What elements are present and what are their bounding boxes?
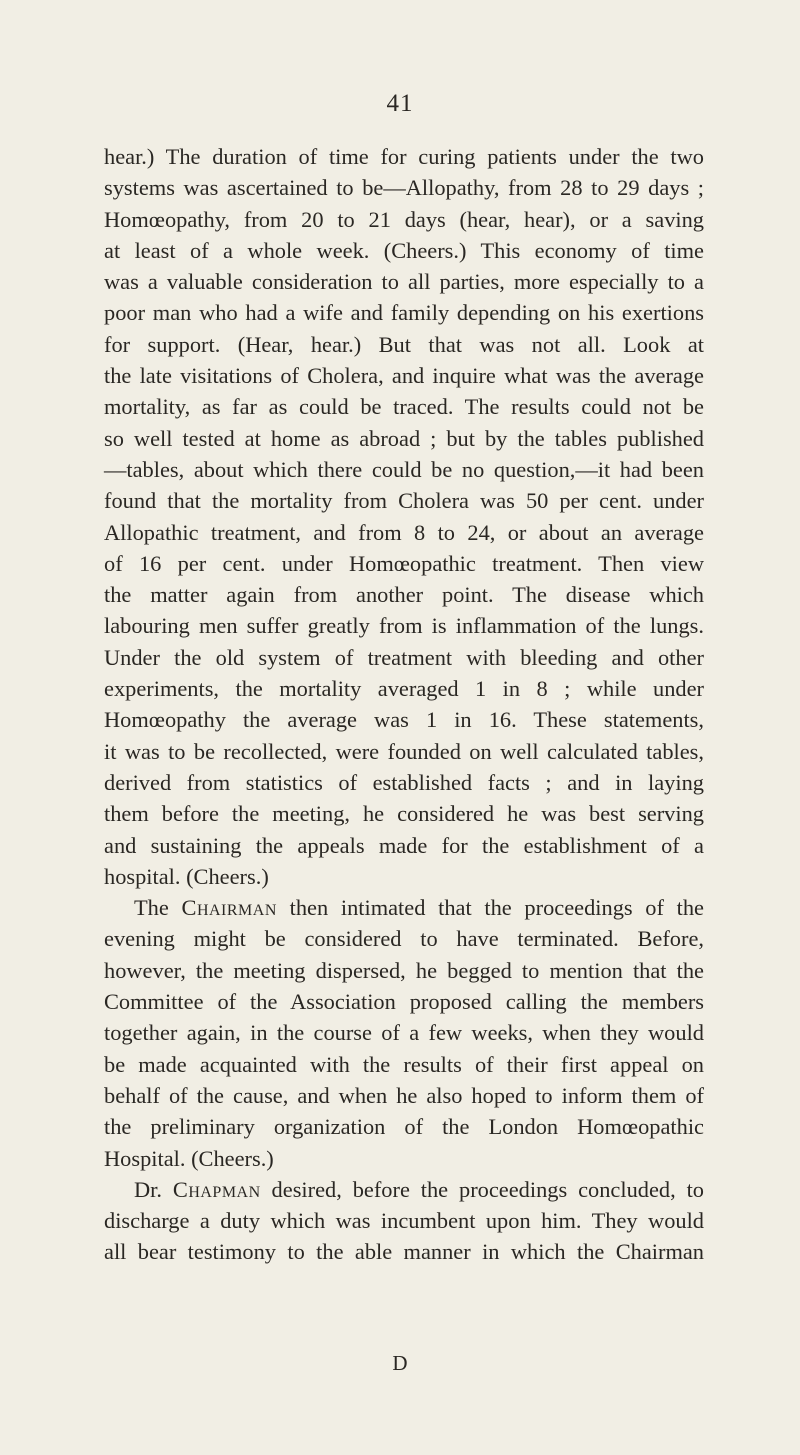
speaker-name: Chapman bbox=[172, 1176, 261, 1202]
line-rest: desired, before the proceedings concluded, to bbox=[260, 1176, 704, 1202]
text-line: Allopathic treatment, and from 8 to 24, or about an average bbox=[104, 519, 704, 545]
text-line: mortality, as far as could be traced. The results could not be bbox=[104, 394, 704, 420]
text-line: derived from statistics of established facts ; and in laying bbox=[104, 769, 704, 795]
text-line: Committee of the Association proposed calling the members bbox=[104, 989, 704, 1015]
text-line: evening might be considered to have terminated. Before, bbox=[104, 926, 704, 952]
text-line: all bear testimony to the able manner in which the Chairman bbox=[104, 1239, 704, 1265]
text-line: discharge a duty which was incumbent upon him. They would bbox=[104, 1208, 704, 1234]
text-line: Under the old system of treatment with bleeding and other bbox=[104, 644, 704, 670]
text-line: it was to be recollected, were founded on well calculated tables, bbox=[104, 738, 704, 764]
speaker-name: Chairman bbox=[181, 895, 277, 921]
text-line: and sustaining the appeals made for the establishment of a bbox=[104, 832, 704, 858]
line-lead: The bbox=[134, 895, 182, 921]
text-line: for support. (Hear, hear.) But that was not all. Look at bbox=[104, 331, 704, 357]
text-line: together again, in the course of a few weeks, when they would bbox=[104, 1020, 704, 1046]
text-line: the matter again from another point. The disease which bbox=[104, 582, 704, 608]
text-line: Homœopathy the average was 1 in 16. These statements, bbox=[104, 707, 704, 733]
text-line: found that the mortality from Cholera was 50 per cent. under bbox=[104, 488, 704, 514]
text-line: at least of a whole week. (Cheers.) This economy of time bbox=[104, 237, 704, 263]
paragraph-start-line bbox=[104, 1174, 704, 1205]
text-line: was a valuable consideration to all parties, more especially to a bbox=[104, 269, 704, 295]
text-line: them before the meeting, he considered he was best serving bbox=[104, 801, 704, 827]
signature-mark: D bbox=[392, 1351, 408, 1375]
text-line: Homœopathy, from 20 to 21 days (hear, hear), or a saving bbox=[104, 206, 704, 232]
paragraph-start-line bbox=[104, 892, 704, 923]
text-line: of 16 per cent. under Homœopathic treatment. Then view bbox=[104, 550, 704, 576]
line-lead: Dr. bbox=[134, 1176, 173, 1202]
text-line: the late visitations of Cholera, and inquire what was the average bbox=[104, 363, 704, 389]
text-line: be made acquainted with the results of their first appeal on bbox=[104, 1051, 704, 1077]
text-line: so well tested at home as abroad ; but by the tables published bbox=[104, 425, 704, 451]
page-number: 41 bbox=[386, 90, 414, 117]
text-line: systems was ascertained to be—Allopathy, from 28 to 29 days ; bbox=[104, 175, 704, 201]
line-rest: then intimated that the proceedings of the bbox=[276, 895, 704, 921]
text-line: the preliminary organization of the London Homœopathic bbox=[104, 1114, 704, 1140]
text-line: hear.) The duration of time for curing patients under the two bbox=[104, 144, 704, 169]
text-line: experiments, the mortality averaged 1 in 8 ; while under bbox=[104, 676, 704, 702]
text-line: poor man who had a wife and family depending on his exertions bbox=[104, 300, 704, 326]
text-line: —tables, about which there could be no question,—it had been bbox=[104, 456, 704, 482]
text-line: behalf of the cause, and when he also hoped to inform them of bbox=[104, 1082, 704, 1108]
text-line: labouring men suffer greatly from is inflammation of the lungs. bbox=[104, 613, 704, 639]
text-line: hospital. (Cheers.) bbox=[104, 863, 269, 889]
text-line: however, the meeting dispersed, he begged to mention that the bbox=[104, 957, 704, 983]
text-line: Hospital. (Cheers.) bbox=[104, 1145, 274, 1171]
body-text bbox=[104, 141, 704, 1268]
